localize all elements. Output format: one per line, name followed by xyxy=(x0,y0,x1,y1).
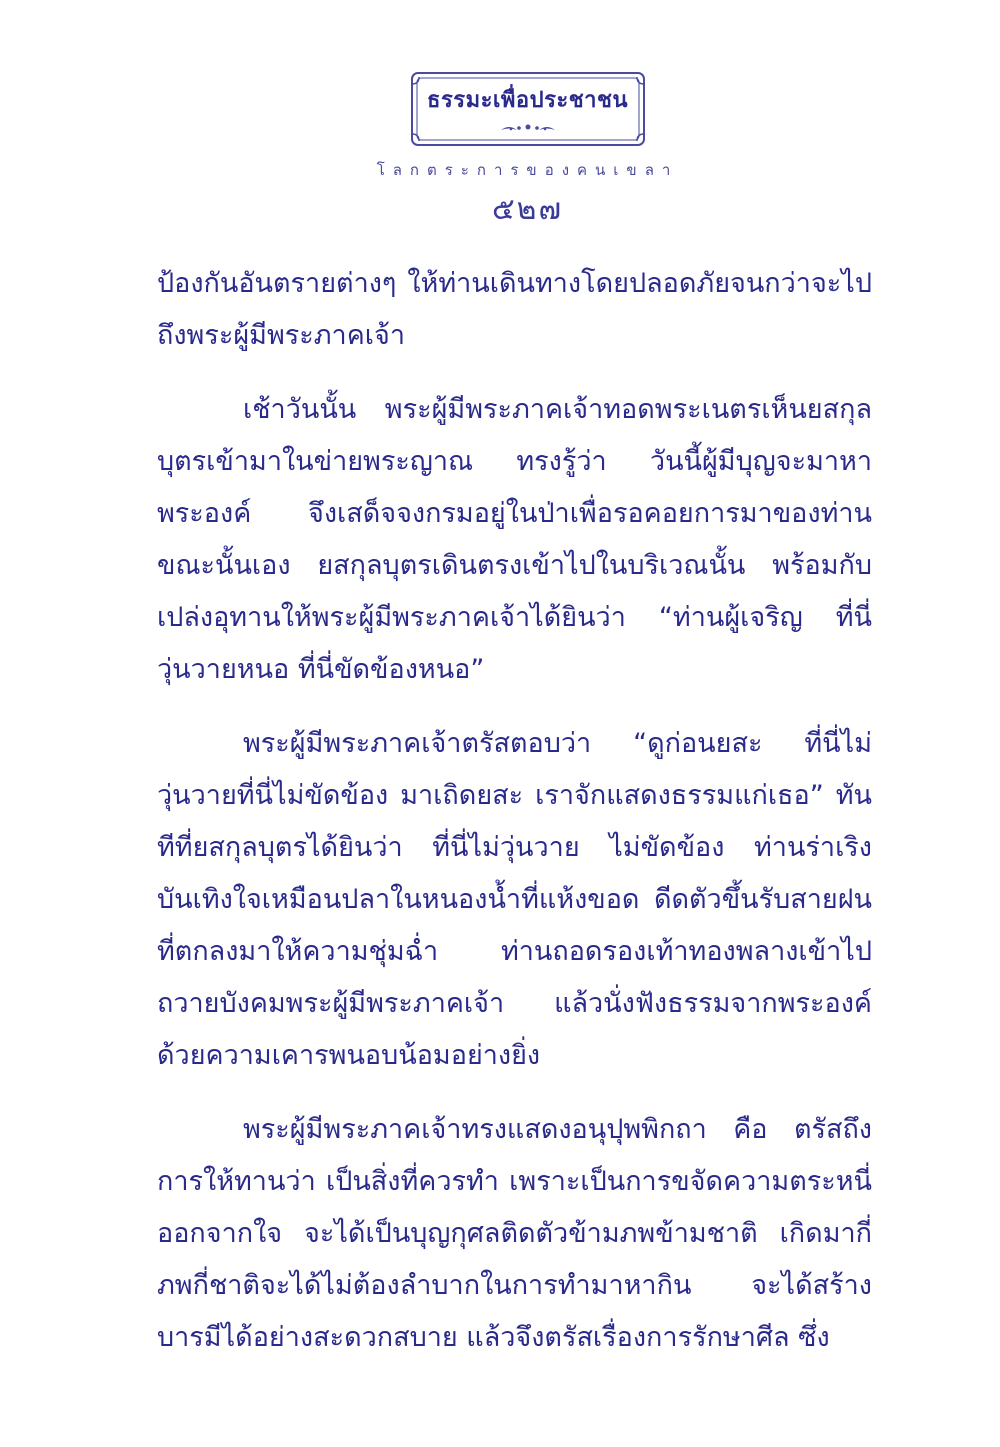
paragraph: เช้าวันนั้น พระผู้มีพระภาคเจ้าทอดพระเนตรเห็นยสกุลบุตรเข้ามาในข่ายพระญาณ ทรงรู้ว่า วันนี้ผู้มีบุญจะมาหาพระองค์ จึงเสด็จจงกรมอยู่ในป่าเพื่อรอคอยการมาของท่าน ขณะนั้นเอง ยสกุลบุตรเดินตรงเข้าไปในบริเวณนั้น พร้อมกับเปล่งอุทานให้พระผู้มีพระภาคเจ้าได้ยินว่า “ท่านผู้เจริญ ที่นี่วุ่นวายหนอ ที่นี่ขัดข้องหนอ” xyxy=(157,394,872,685)
page-header xyxy=(0,70,1000,233)
page-number: ๕๒๗ xyxy=(491,192,564,227)
book-subtitle: โลกตระการของคนเขลา xyxy=(376,161,679,179)
paragraph: พระผู้มีพระภาคเจ้าทรงแสดงอนุปุพพิกถา คือ ตรัสถึงการให้ทานว่า เป็นสิ่งที่ควรทำ เพราะเป็นการขจัดความตระหนี่ออกจากใจ จะได้เป็นบุญกุศลติดตัวข้ามภพข้ามชาติ เกิดมากี่ภพกี่ชาติจะได้ไม่ต้องลำบากในการทำมาหากิน จะได้สร้างบารมีได้อย่างสะดวกสบาย แล้วจึงตรัสเรื่องการรักษาศีล ซึ่ง xyxy=(157,1114,872,1353)
paragraph: พระผู้มีพระภาคเจ้าตรัสตอบว่า “ดูก่อนยสะ ที่นี่ไม่วุ่นวายที่นี่ไม่ขัดข้อง มาเถิดยสะ เราจักแสดงธรรมแก่เธอ” ทันทีที่ยสกุลบุตรได้ยินว่า ที่นี่ไม่วุ่นวาย ไม่ขัดข้อง ท่านร่าเริงบันเทิงใจเหมือนปลาในหนองน้ำที่แห้งขอด ดีดตัวขึ้นรับสายฝนที่ตกลงมาให้ความชุ่มฉ่ำ ท่านถอดรองเท้าทองพลางเข้าไปถวายบังคมพระผู้มีพระภาคเจ้า แล้วนั่งฟังธรรมจากพระองค์ด้วยความเคารพนอบน้อมอย่างยิ่ง xyxy=(157,728,872,1071)
logo xyxy=(409,70,647,148)
paragraph: ป้องกันอันตรายต่างๆ ให้ท่านเดินทางโดยปลอดภัยจนกว่าจะไปถึงพระผู้มีพระภาคเจ้า xyxy=(157,268,872,351)
logo-title: ธรรมะเพื่อประชาชน xyxy=(427,88,628,113)
body-text xyxy=(157,258,872,1364)
